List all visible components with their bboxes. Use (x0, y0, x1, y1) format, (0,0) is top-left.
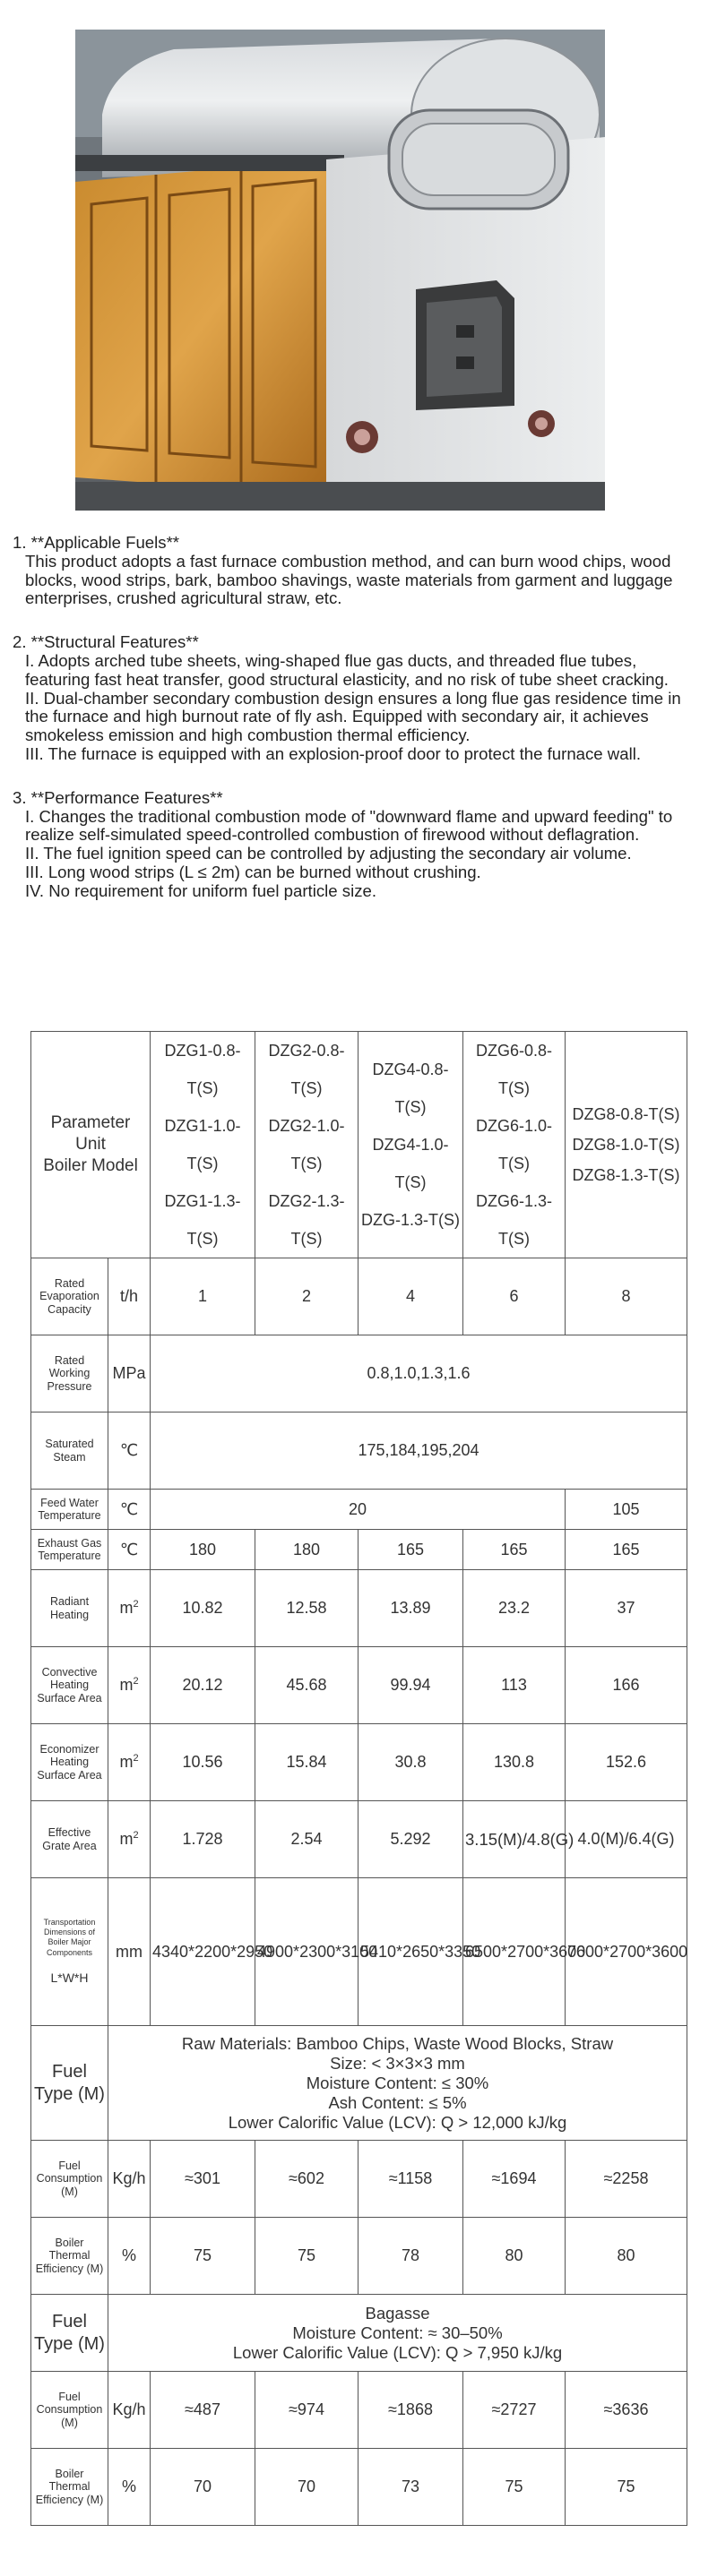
fuel-line: Lower Calorific Value (LCV): Q > 7,950 kJ/kg (232, 2342, 563, 2362)
table-row (31, 2449, 687, 2526)
fuel-line: Moisture Content: ≈ 30–50% (292, 2323, 503, 2342)
value-cell: 12.58 (255, 1570, 358, 1647)
row-name: Fuel Consumption (M) (31, 2141, 108, 2218)
value-cell: 75 (463, 2449, 566, 2526)
row-unit (108, 1647, 151, 1724)
value-cell: 4900*2300*3100 (255, 1878, 358, 2026)
value-cell: 99.94 (358, 1647, 463, 1724)
header-cell (31, 1032, 151, 1258)
model-cell (255, 1032, 358, 1258)
value-cell: 0.8,1.0,1.3,1.6 (151, 1335, 687, 1413)
row-unit: ℃ (108, 1490, 151, 1530)
section-title-performance: 3. **Performance Features** (13, 787, 223, 807)
row-unit: MPa (108, 1335, 151, 1413)
value-cell: 180 (151, 1530, 255, 1570)
value-cell: 80 (463, 2218, 566, 2295)
row-unit: % (108, 2449, 151, 2526)
row-name: Feed Water Temperature (31, 1490, 108, 1530)
value-cell: ≈1868 (358, 2372, 463, 2449)
fuel-description (108, 2295, 687, 2372)
table-row (31, 1335, 687, 1413)
row-unit: Kg/h (108, 2372, 151, 2449)
row-name: Boiler Thermal Efficiency (M) (31, 2218, 108, 2295)
value-cell: 1.728 (151, 1801, 255, 1878)
value-cell: ≈1158 (358, 2141, 463, 2218)
value-cell: 37 (566, 1570, 687, 1647)
performance-item-3: III. Long wood strips (L ≤ 2m) can be burned without crushing. (25, 862, 481, 881)
table-row (31, 2141, 687, 2218)
boiler-photo (75, 30, 605, 511)
value-cell: 15.84 (255, 1724, 358, 1801)
row-name: Rated Working Pressure (31, 1335, 108, 1413)
value-cell: 165 (566, 1530, 687, 1570)
row-name: Boiler Thermal Efficiency (M) (31, 2449, 108, 2526)
unit-text: m (119, 1676, 134, 1695)
value-cell: 10.82 (151, 1570, 255, 1647)
fuel-line: Moisture Content: ≤ 30% (306, 2073, 489, 2092)
model-name: DZG2-0.8-T(S) (268, 1042, 345, 1097)
structure-item-1: I. Adopts arched tube sheets, wing-shaped flue gas ducts, and threaded flue tubes, featuring fast heat transfer, good structural elasticity, and no risk of tube sheet cracking. (25, 650, 669, 689)
value-cell: 80 (566, 2218, 687, 2295)
model-name: DZG1-0.8-T(S) (164, 1042, 241, 1097)
model-cell (358, 1032, 463, 1258)
row-unit: Kg/h (108, 2141, 151, 2218)
row-name-lwh: L*W*H (50, 1970, 89, 1985)
value-cell: 113 (463, 1647, 566, 1724)
value-cell: 78 (358, 2218, 463, 2295)
table-row (31, 1801, 687, 1878)
value-cell: 105 (566, 1490, 687, 1530)
table-row (31, 2026, 687, 2141)
unit-text: m (119, 1599, 134, 1618)
value-cell: 7600*2700*3600 (566, 1878, 687, 2026)
performance-item-4: IV. No requirement for uniform fuel particle size. (25, 880, 377, 900)
header-boiler-model: Boiler Model (43, 1156, 138, 1175)
performance-item-2: II. The fuel ignition speed can be controlled by adjusting the secondary air volume. (25, 844, 632, 863)
value-cell: ≈2258 (566, 2141, 687, 2218)
table-row (31, 1724, 687, 1801)
header-row (31, 1032, 687, 1258)
row-unit: mm (108, 1878, 151, 2026)
row-unit (108, 1801, 151, 1878)
value-cell: 6500*2700*3600 (463, 1878, 566, 2026)
model-name: DZG2-1.0-T(S) (268, 1117, 345, 1172)
structure-item-2: II. Dual-chamber secondary combustion design ensures a long flue gas residence time in the furnace and high burnout rate of fly ash. Equipped with secondary air, it achieves smokeless emission and high combustion thermal efficiency. (25, 688, 681, 745)
row-unit: t/h (108, 1258, 151, 1335)
value-cell: 2.54 (255, 1801, 358, 1878)
unit-superscript: 2 (133, 1753, 139, 1765)
value-cell: 70 (255, 2449, 358, 2526)
unit-text: m (119, 1753, 134, 1772)
fuels-paragraph: This product adopts a fast furnace combustion method, and can burn wood chips, wood blocks, wood strips, bark, bamboo shavings, waste materials from garment and luggage enterprises, crushed agricultural straw, etc. (25, 551, 673, 608)
header-parameter: Parameter (50, 1113, 131, 1132)
value-cell: 30.8 (358, 1724, 463, 1801)
table-row (31, 1490, 687, 1530)
table-row (31, 1530, 687, 1570)
value-cell: 5.292 (358, 1801, 463, 1878)
fuel-line: Size: < 3×3×3 mm (330, 2053, 465, 2073)
value-cell: 180 (255, 1530, 358, 1570)
model-name: DZG4-1.0-T(S) (372, 1136, 449, 1191)
value-cell: 20.12 (151, 1647, 255, 1724)
row-name-text: Transportation Dimensions of Boiler Major Components (43, 1917, 96, 1957)
value-cell: 5410*2650*3350 (358, 1878, 463, 2026)
fuel-line: Lower Calorific Value (LCV): Q > 12,000 kJ/kg (228, 2112, 567, 2132)
row-name: Fuel Consumption (M) (31, 2372, 108, 2449)
row-unit (108, 1570, 151, 1647)
value-cell: 6 (463, 1258, 566, 1335)
table-row (31, 2218, 687, 2295)
row-unit (108, 1724, 151, 1801)
fuel-line: Bagasse (365, 2303, 430, 2323)
value-cell: 10.56 (151, 1724, 255, 1801)
row-name: Rated Evaporation Capacity (31, 1258, 108, 1335)
value-cell: ≈487 (151, 2372, 255, 2449)
model-name: DZG6-0.8-T(S) (476, 1042, 553, 1097)
specification-table (30, 1031, 687, 2526)
unit-superscript: 2 (133, 1830, 139, 1842)
value-cell: ≈3636 (566, 2372, 687, 2449)
model-name: DZG-1.3-T(S) (361, 1211, 461, 1229)
row-unit: % (108, 2218, 151, 2295)
row-name: Fuel Type (M) (31, 2295, 108, 2372)
value-cell: 75 (566, 2449, 687, 2526)
section-title-fuels: 1. **Applicable Fuels** (13, 533, 180, 552)
table-row (31, 1647, 687, 1724)
unit-text: m (119, 1830, 134, 1849)
model-cell (463, 1032, 566, 1258)
value-cell: 4 (358, 1258, 463, 1335)
table-row (31, 2372, 687, 2449)
table-row (31, 1570, 687, 1647)
unit-superscript: 2 (133, 1676, 139, 1687)
model-name: DZG8-0.8-T(S) (572, 1105, 680, 1123)
unit-superscript: 2 (133, 1599, 139, 1610)
value-cell: 75 (151, 2218, 255, 2295)
value-cell: ≈602 (255, 2141, 358, 2218)
value-cell: 165 (463, 1530, 566, 1570)
model-name: DZG8-1.3-T(S) (572, 1166, 680, 1184)
value-cell: 8 (566, 1258, 687, 1335)
value-cell: 13.89 (358, 1570, 463, 1647)
fuel-line: Raw Materials: Bamboo Chips, Waste Wood Blocks, Straw (181, 2033, 614, 2053)
value-cell: 152.6 (566, 1724, 687, 1801)
fuel-line: Ash Content: ≤ 5% (328, 2092, 467, 2112)
model-cell (151, 1032, 255, 1258)
table-row (31, 1878, 687, 2026)
value-cell: 130.8 (463, 1724, 566, 1801)
fuel-description (108, 2026, 687, 2141)
row-unit: ℃ (108, 1413, 151, 1490)
description (13, 534, 704, 901)
model-name: DZG6-1.3-T(S) (476, 1192, 553, 1248)
row-name: Effective Grate Area (31, 1801, 108, 1878)
value-cell: 165 (358, 1530, 463, 1570)
value-cell: 70 (151, 2449, 255, 2526)
model-name: DZG1-1.0-T(S) (164, 1117, 241, 1172)
row-name: Exhaust Gas Temperature (31, 1530, 108, 1570)
header-unit: Unit (75, 1135, 106, 1154)
value-cell: 4340*2200*2950 (151, 1878, 255, 2026)
value-cell: 20 (151, 1490, 566, 1530)
model-name: DZG2-1.3-T(S) (268, 1192, 345, 1248)
model-name: DZG6-1.0-T(S) (476, 1117, 553, 1172)
value-cell: ≈2727 (463, 2372, 566, 2449)
row-name: Convective Heating Surface Area (31, 1647, 108, 1724)
value-cell: 166 (566, 1647, 687, 1724)
value-cell: 2 (255, 1258, 358, 1335)
table-row (31, 1413, 687, 1490)
table-row (31, 2295, 687, 2372)
structure-item-3: III. The furnace is equipped with an explosion-proof door to protect the furnace wall. (25, 743, 641, 763)
value-cell: 45.68 (255, 1647, 358, 1724)
model-name: DZG1-1.3-T(S) (164, 1192, 241, 1248)
value-cell: 1 (151, 1258, 255, 1335)
table-row (31, 1258, 687, 1335)
row-name: Economizer Heating Surface Area (31, 1724, 108, 1801)
performance-item-1: I. Changes the traditional combustion mode of "downward flame and upward feeding" to realize self-simulated speed-controlled combustion of firewood without deflagration. (25, 806, 673, 845)
row-name (31, 1878, 108, 2026)
value-cell: ≈301 (151, 2141, 255, 2218)
value-cell: 75 (255, 2218, 358, 2295)
value-cell: 23.2 (463, 1570, 566, 1647)
section-title-structure: 2. **Structural Features** (13, 632, 199, 652)
model-name: DZG8-1.0-T(S) (572, 1136, 680, 1154)
value-cell: 73 (358, 2449, 463, 2526)
model-name: DZG4-0.8-T(S) (372, 1060, 449, 1116)
row-unit: ℃ (108, 1530, 151, 1570)
value-cell: 3.15(M)/4.8(G) (463, 1801, 566, 1878)
value-cell: ≈974 (255, 2372, 358, 2449)
value-cell: 4.0(M)/6.4(G) (566, 1801, 687, 1878)
value-cell: 175,184,195,204 (151, 1413, 687, 1490)
model-cell (566, 1032, 687, 1258)
row-name: Radiant Heating (31, 1570, 108, 1647)
value-cell: ≈1694 (463, 2141, 566, 2218)
row-name: Saturated Steam (31, 1413, 108, 1490)
row-name: Fuel Type (M) (31, 2026, 108, 2141)
